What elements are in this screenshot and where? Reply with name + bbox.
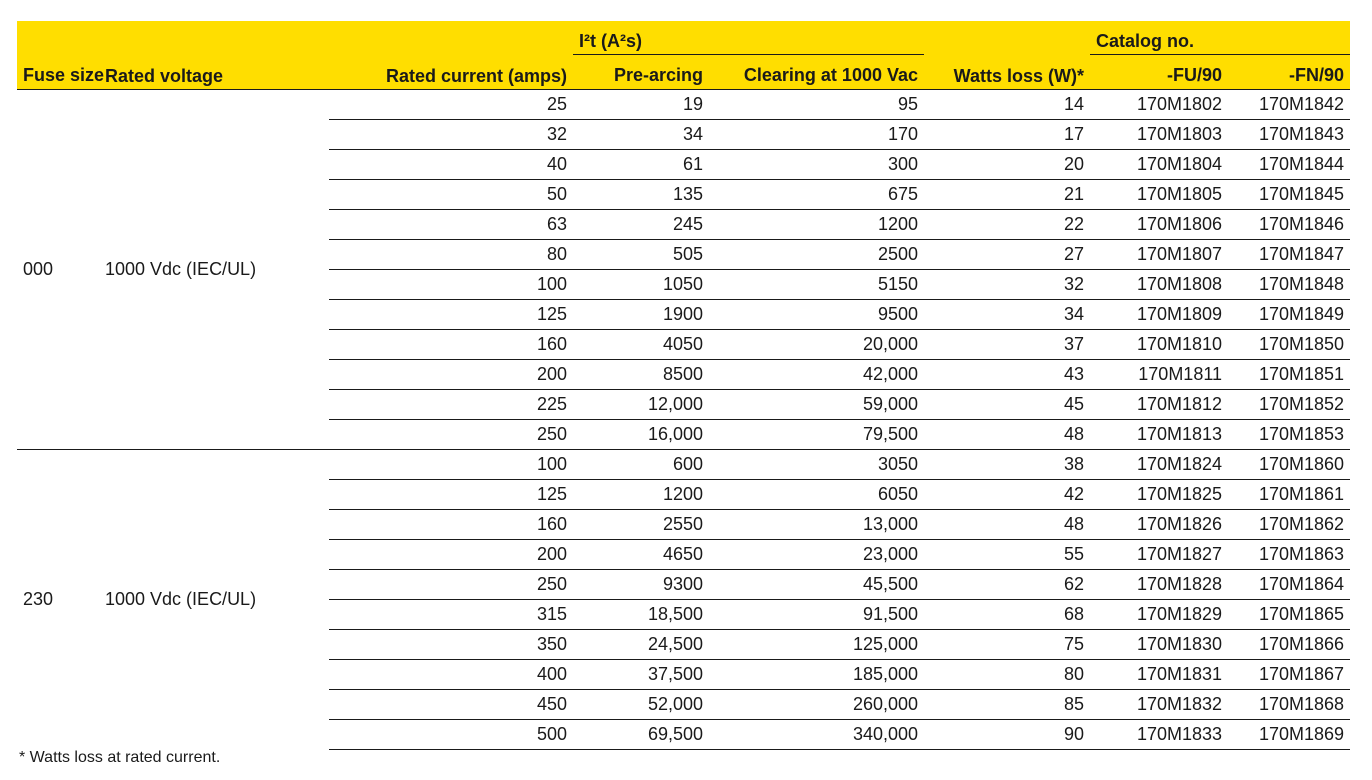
rated-current-cell: 40: [329, 150, 573, 180]
rated-voltage-cell: 1000 Vdc (IEC/UL): [99, 450, 329, 750]
catalog-fu90-cell: 170M1802: [1090, 90, 1228, 120]
pre-arcing-cell: 135: [573, 180, 709, 210]
clearing-cell: 9500: [709, 300, 924, 330]
catalog-fu90-cell: 170M1808: [1090, 270, 1228, 300]
watts-loss-cell: 27: [924, 240, 1090, 270]
clearing-cell: 1200: [709, 210, 924, 240]
clearing-cell: 45,500: [709, 570, 924, 600]
watts-loss-cell: 38: [924, 450, 1090, 480]
clearing-cell: 3050: [709, 450, 924, 480]
catalog-fu90-cell: 170M1812: [1090, 390, 1228, 420]
catalog-fu90-cell: 170M1811: [1090, 360, 1228, 390]
catalog-fn90-cell: 170M1850: [1228, 330, 1350, 360]
rated-current-cell: 125: [329, 300, 573, 330]
catalog-fu90-cell: 170M1807: [1090, 240, 1228, 270]
pre-arcing-cell: 19: [573, 90, 709, 120]
clearing-cell: 6050: [709, 480, 924, 510]
pre-arcing-cell: 69,500: [573, 720, 709, 750]
catalog-fu90-cell: 170M1833: [1090, 720, 1228, 750]
clearing-cell: 95: [709, 90, 924, 120]
rated-current-cell: 450: [329, 690, 573, 720]
watts-loss-cell: 80: [924, 660, 1090, 690]
catalog-fu90-cell: 170M1806: [1090, 210, 1228, 240]
watts-loss-cell: 48: [924, 510, 1090, 540]
catalog-fu90-cell: 170M1830: [1090, 630, 1228, 660]
pre-arcing-cell: 600: [573, 450, 709, 480]
rated-voltage-cell: 1000 Vdc (IEC/UL): [99, 90, 329, 450]
watts-loss-cell: 68: [924, 600, 1090, 630]
catalog-fu90-cell: 170M1804: [1090, 150, 1228, 180]
fuse-size-cell: 230: [17, 450, 99, 750]
pre-arcing-cell: 245: [573, 210, 709, 240]
header-watts-loss: Watts loss (W)*: [924, 21, 1090, 90]
pre-arcing-cell: 52,000: [573, 690, 709, 720]
catalog-fn90-cell: 170M1846: [1228, 210, 1350, 240]
watts-loss-cell: 62: [924, 570, 1090, 600]
catalog-fn90-cell: 170M1861: [1228, 480, 1350, 510]
watts-loss-cell: 20: [924, 150, 1090, 180]
watts-loss-cell: 42: [924, 480, 1090, 510]
rated-current-cell: 63: [329, 210, 573, 240]
header-fuse-size: Fuse size: [17, 21, 99, 90]
catalog-fn90-cell: 170M1863: [1228, 540, 1350, 570]
header-rated-voltage: Rated voltage: [99, 21, 329, 90]
clearing-cell: 5150: [709, 270, 924, 300]
catalog-fu90-cell: 170M1810: [1090, 330, 1228, 360]
pre-arcing-cell: 9300: [573, 570, 709, 600]
rated-current-cell: 315: [329, 600, 573, 630]
fuse-spec-table: [17, 21, 1350, 750]
pre-arcing-cell: 1200: [573, 480, 709, 510]
pre-arcing-cell: 4050: [573, 330, 709, 360]
rated-current-cell: 250: [329, 570, 573, 600]
pre-arcing-cell: 505: [573, 240, 709, 270]
catalog-fn90-cell: 170M1843: [1228, 120, 1350, 150]
catalog-fu90-cell: 170M1824: [1090, 450, 1228, 480]
rated-current-cell: 160: [329, 330, 573, 360]
header-fn90: -FN/90: [1228, 55, 1350, 90]
watts-loss-cell: 21: [924, 180, 1090, 210]
rated-current-cell: 100: [329, 450, 573, 480]
header-clearing: Clearing at 1000 Vac: [709, 55, 924, 90]
catalog-fu90-cell: 170M1829: [1090, 600, 1228, 630]
catalog-fu90-cell: 170M1827: [1090, 540, 1228, 570]
catalog-fn90-cell: 170M1869: [1228, 720, 1350, 750]
watts-loss-cell: 34: [924, 300, 1090, 330]
watts-loss-cell: 85: [924, 690, 1090, 720]
clearing-cell: 340,000: [709, 720, 924, 750]
pre-arcing-cell: 16,000: [573, 420, 709, 450]
header-catalog-group: Catalog no.: [1090, 21, 1350, 55]
clearing-cell: 2500: [709, 240, 924, 270]
clearing-cell: 260,000: [709, 690, 924, 720]
clearing-cell: 42,000: [709, 360, 924, 390]
catalog-fu90-cell: 170M1805: [1090, 180, 1228, 210]
rated-current-cell: 250: [329, 420, 573, 450]
rated-current-cell: 25: [329, 90, 573, 120]
header-i2t-group: I²t (A²s): [573, 21, 924, 55]
table-row: [17, 450, 1350, 480]
rated-current-cell: 100: [329, 270, 573, 300]
clearing-cell: 23,000: [709, 540, 924, 570]
pre-arcing-cell: 34: [573, 120, 709, 150]
rated-current-cell: 160: [329, 510, 573, 540]
catalog-fn90-cell: 170M1853: [1228, 420, 1350, 450]
header-fu90: -FU/90: [1090, 55, 1228, 90]
table-row: [17, 90, 1350, 120]
catalog-fu90-cell: 170M1813: [1090, 420, 1228, 450]
rated-current-cell: 32: [329, 120, 573, 150]
watts-loss-cell: 22: [924, 210, 1090, 240]
catalog-fn90-cell: 170M1847: [1228, 240, 1350, 270]
watts-loss-cell: 75: [924, 630, 1090, 660]
catalog-fu90-cell: 170M1832: [1090, 690, 1228, 720]
clearing-cell: 185,000: [709, 660, 924, 690]
watts-loss-cell: 14: [924, 90, 1090, 120]
catalog-fu90-cell: 170M1809: [1090, 300, 1228, 330]
watts-loss-cell: 32: [924, 270, 1090, 300]
watts-loss-cell: 43: [924, 360, 1090, 390]
clearing-cell: 91,500: [709, 600, 924, 630]
pre-arcing-cell: 1900: [573, 300, 709, 330]
clearing-cell: 20,000: [709, 330, 924, 360]
pre-arcing-cell: 1050: [573, 270, 709, 300]
pre-arcing-cell: 2550: [573, 510, 709, 540]
catalog-fn90-cell: 170M1842: [1228, 90, 1350, 120]
watts-loss-cell: 45: [924, 390, 1090, 420]
clearing-cell: 79,500: [709, 420, 924, 450]
pre-arcing-cell: 4650: [573, 540, 709, 570]
clearing-cell: 170: [709, 120, 924, 150]
catalog-fn90-cell: 170M1852: [1228, 390, 1350, 420]
watts-loss-cell: 90: [924, 720, 1090, 750]
clearing-cell: 59,000: [709, 390, 924, 420]
fuse-size-cell: 000: [17, 90, 99, 450]
table-body: [17, 90, 1350, 750]
catalog-fn90-cell: 170M1845: [1228, 180, 1350, 210]
catalog-fn90-cell: 170M1844: [1228, 150, 1350, 180]
rated-current-cell: 350: [329, 630, 573, 660]
catalog-fn90-cell: 170M1864: [1228, 570, 1350, 600]
catalog-fn90-cell: 170M1860: [1228, 450, 1350, 480]
catalog-fn90-cell: 170M1862: [1228, 510, 1350, 540]
rated-current-cell: 500: [329, 720, 573, 750]
catalog-fu90-cell: 170M1803: [1090, 120, 1228, 150]
catalog-fn90-cell: 170M1851: [1228, 360, 1350, 390]
header-rated-current: Rated current (amps): [329, 21, 573, 90]
pre-arcing-cell: 8500: [573, 360, 709, 390]
clearing-cell: 675: [709, 180, 924, 210]
rated-current-cell: 50: [329, 180, 573, 210]
rated-current-cell: 200: [329, 540, 573, 570]
watts-loss-cell: 37: [924, 330, 1090, 360]
catalog-fn90-cell: 170M1849: [1228, 300, 1350, 330]
rated-current-cell: 125: [329, 480, 573, 510]
catalog-fn90-cell: 170M1848: [1228, 270, 1350, 300]
catalog-fn90-cell: 170M1867: [1228, 660, 1350, 690]
pre-arcing-cell: 24,500: [573, 630, 709, 660]
clearing-cell: 300: [709, 150, 924, 180]
watts-loss-cell: 55: [924, 540, 1090, 570]
clearing-cell: 13,000: [709, 510, 924, 540]
catalog-fn90-cell: 170M1866: [1228, 630, 1350, 660]
watts-loss-cell: 48: [924, 420, 1090, 450]
catalog-fn90-cell: 170M1865: [1228, 600, 1350, 630]
rated-current-cell: 80: [329, 240, 573, 270]
footnote: * Watts loss at rated current.: [19, 749, 221, 766]
pre-arcing-cell: 18,500: [573, 600, 709, 630]
table-header: [17, 21, 1350, 90]
pre-arcing-cell: 12,000: [573, 390, 709, 420]
rated-current-cell: 400: [329, 660, 573, 690]
clearing-cell: 125,000: [709, 630, 924, 660]
pre-arcing-cell: 37,500: [573, 660, 709, 690]
catalog-fn90-cell: 170M1868: [1228, 690, 1350, 720]
catalog-fu90-cell: 170M1825: [1090, 480, 1228, 510]
rated-current-cell: 225: [329, 390, 573, 420]
catalog-fu90-cell: 170M1826: [1090, 510, 1228, 540]
catalog-fu90-cell: 170M1831: [1090, 660, 1228, 690]
pre-arcing-cell: 61: [573, 150, 709, 180]
watts-loss-cell: 17: [924, 120, 1090, 150]
header-pre-arcing: Pre-arcing: [573, 55, 709, 90]
rated-current-cell: 200: [329, 360, 573, 390]
catalog-fu90-cell: 170M1828: [1090, 570, 1228, 600]
